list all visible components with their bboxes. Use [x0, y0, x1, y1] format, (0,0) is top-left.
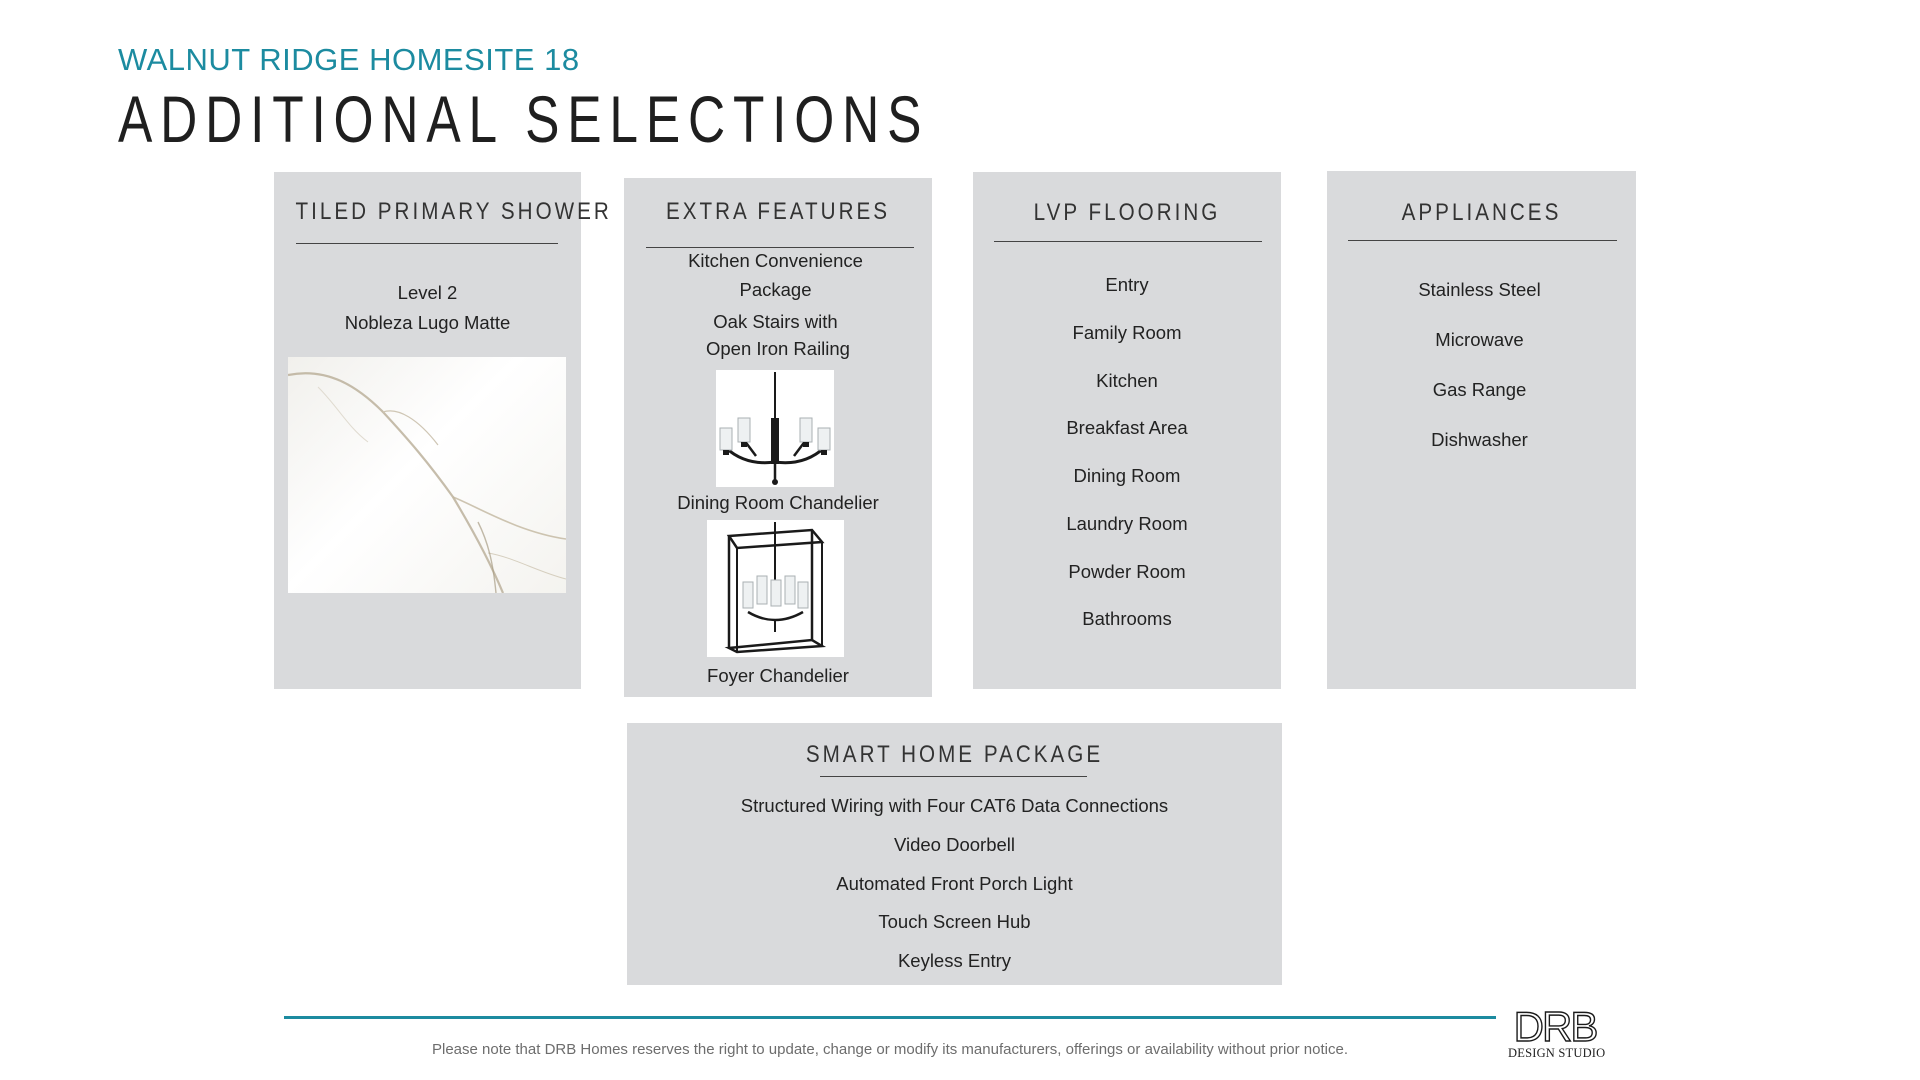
lantern-chandelier-image	[707, 520, 844, 657]
marble-tile-image	[288, 357, 566, 593]
panel-divider	[820, 776, 1087, 777]
flooring-item: Kitchen	[1096, 370, 1158, 391]
extra-item-dining-chandelier: Dining Room Chandelier	[677, 492, 879, 513]
appliance-item: Microwave	[1435, 329, 1524, 350]
panel-appliances	[1327, 171, 1636, 689]
smart-item: Keyless Entry	[897, 950, 1012, 971]
panel-title-appliances: APPLIANCES	[1401, 199, 1562, 226]
appliance-item: Stainless Steel	[1418, 279, 1541, 300]
footer-divider	[284, 1016, 1496, 1019]
smart-item: Touch Screen Hub	[878, 911, 1031, 932]
flooring-item: Breakfast Area	[1066, 417, 1188, 438]
panel-smart-home	[627, 723, 1282, 985]
extra-item-kitchen-line2: Package	[739, 279, 812, 300]
chandelier-image	[716, 370, 834, 487]
panel-divider	[994, 241, 1262, 242]
homesite-subtitle: WALNUT RIDGE HOMESITE 18	[118, 42, 580, 77]
panel-divider	[296, 243, 558, 244]
extra-item-kitchen-line1: Kitchen Convenience	[688, 250, 863, 271]
flooring-item: Powder Room	[1068, 561, 1186, 582]
smart-item: Structured Wiring with Four CAT6 Data Connections	[740, 795, 1169, 816]
shower-level: Level 2	[397, 282, 458, 303]
extra-item-stairs-line2: Open Iron Railing	[706, 338, 850, 359]
appliance-item: Gas Range	[1432, 379, 1527, 400]
flooring-item: Dining Room	[1073, 465, 1181, 486]
flooring-item: Entry	[1105, 274, 1149, 295]
panel-extra-features	[624, 178, 932, 697]
flooring-item: Family Room	[1072, 322, 1182, 343]
logo-mark: DRB	[1513, 1003, 1597, 1050]
extra-item-stairs-line1: Oak Stairs with	[713, 311, 838, 332]
shower-tile-name: Nobleza Lugo Matte	[344, 312, 511, 333]
page-title: ADDITIONAL SELECTIONS	[118, 82, 930, 156]
smart-item: Video Doorbell	[893, 834, 1016, 855]
footer-disclaimer: Please note that DRB Homes reserves the right to update, change or modify its manufacturers, offerings or availability without prior notice.	[431, 1041, 1348, 1058]
panel-lvp-flooring	[973, 172, 1281, 689]
panel-title-shower: TILED PRIMARY SHOWER	[295, 198, 612, 225]
panel-divider	[1348, 240, 1617, 241]
panel-tiled-shower	[274, 172, 612, 689]
panel-title-flooring: LVP FLOORING	[1033, 199, 1221, 226]
flooring-item: Bathrooms	[1082, 608, 1172, 629]
smart-item: Automated Front Porch Light	[836, 873, 1073, 894]
panel-divider	[646, 247, 914, 248]
panel-title-smart: SMART HOME PACKAGE	[805, 741, 1104, 768]
logo-subtitle: DESIGN STUDIO	[1508, 1046, 1606, 1060]
appliance-item: Dishwasher	[1431, 429, 1528, 450]
flooring-item: Laundry Room	[1066, 513, 1188, 534]
extra-item-foyer-chandelier: Foyer Chandelier	[707, 665, 849, 686]
panel-title-extras: EXTRA FEATURES	[665, 198, 891, 225]
